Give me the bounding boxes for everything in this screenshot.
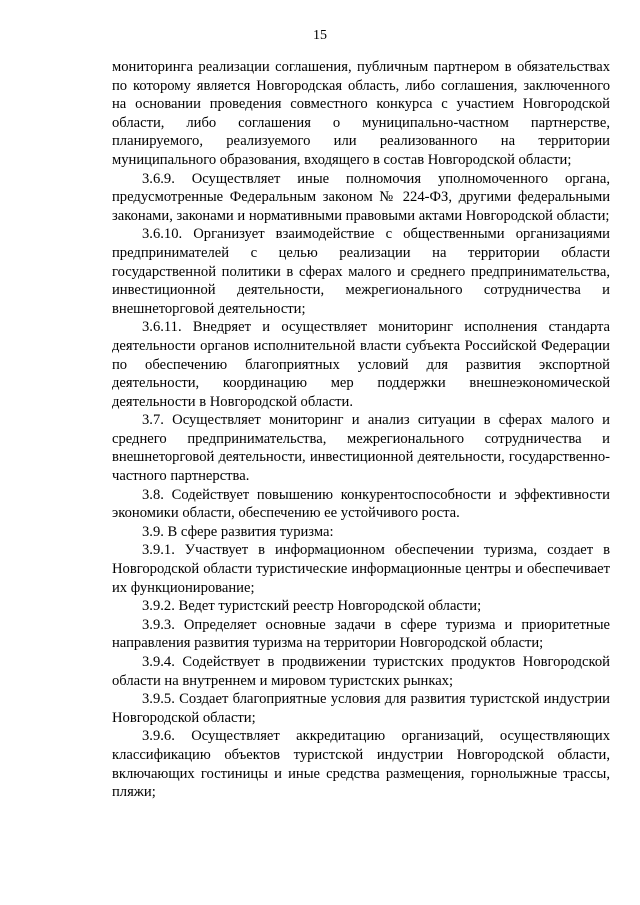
paragraph-3-9-2: 3.9.2. Ведет туристский реестр Новгородской области; bbox=[142, 598, 482, 615]
paragraph-3-9-1: 3.9.1. Участвует в информационном обеспечении туризма, создает в Новгородской области туристические информационные центры и обеспечивает их функционирование; bbox=[112, 542, 610, 596]
paragraph-3-6-10: 3.6.10. Организует взаимодействие с общественными организациями предпринимателей с целью реализации на территории области государственной политики в сферах малого и среднего предпринимательства, инвестиционной деятельности, межрегионального сотрудничества и внешнеторговой деятельности; bbox=[112, 226, 610, 317]
paragraph-3-9-6: 3.9.6. Осуществляет аккредитацию организаций, осуществляющих классификацию объектов туристской индустрии Новгородской области, включающих гостиницы и иные средства размещения, горнолыжные трассы, пляжи; bbox=[112, 728, 610, 801]
paragraph-3-9: 3.9. В сфере развития туризма: bbox=[142, 523, 334, 540]
document-body bbox=[112, 58, 610, 802]
paragraph-3-9-4: 3.9.4. Содействует в продвижении туристских продуктов Новгородской области на внутреннем и мировом туристских рынках; bbox=[112, 654, 610, 689]
page-number: 15 bbox=[313, 28, 327, 43]
paragraph-3-9-5: 3.9.5. Создает благоприятные условия для развития туристской индустрии Новгородской области; bbox=[112, 691, 610, 726]
paragraph-3-6-9: 3.6.9. Осуществляет иные полномочия уполномоченного органа, предусмотренные Федеральным законом № 224-ФЗ, другими федеральными законами, законами и нормативными правовыми актами Новгородской области; bbox=[112, 170, 610, 224]
paragraph-3-9-3: 3.9.3. Определяет основные задачи в сфере туризма и приоритетные направления развития туризма на территории Новгородской области; bbox=[112, 616, 610, 652]
paragraph-3-7: 3.7. Осуществляет мониторинг и анализ ситуации в сферах малого и среднего предпринимательства, межрегионального сотрудничества и внешнеторговой деятельности, инвестиционной деятельности, государственно-частного партнерства. bbox=[112, 412, 610, 485]
paragraph-3-8: 3.8. Содействует повышению конкурентоспособности и эффективности экономики области, обеспечению ее устойчивого роста. bbox=[112, 486, 610, 522]
paragraph-continuation: мониторинга реализации соглашения, публичным партнером в обязательствах по которому является Новгородская область, либо соглашения, заключенного на основании проведения совместного конкурса с участием Новгородской области, либо соглашения о муниципально-частном партнерстве, планируемого, реализуемого или реализованного на территории муниципального образования, входящего в состав Новгородской области; bbox=[112, 59, 610, 168]
paragraph-3-6-11: 3.6.11. Внедряет и осуществляет мониторинг исполнения стандарта деятельности органов исполнительной власти субъекта Российской Федерации по обеспечению благоприятных условий для развития экспортной деятельности, координацию мер поддержки внешнеэкономической деятельности в Новгородской области. bbox=[112, 319, 610, 410]
